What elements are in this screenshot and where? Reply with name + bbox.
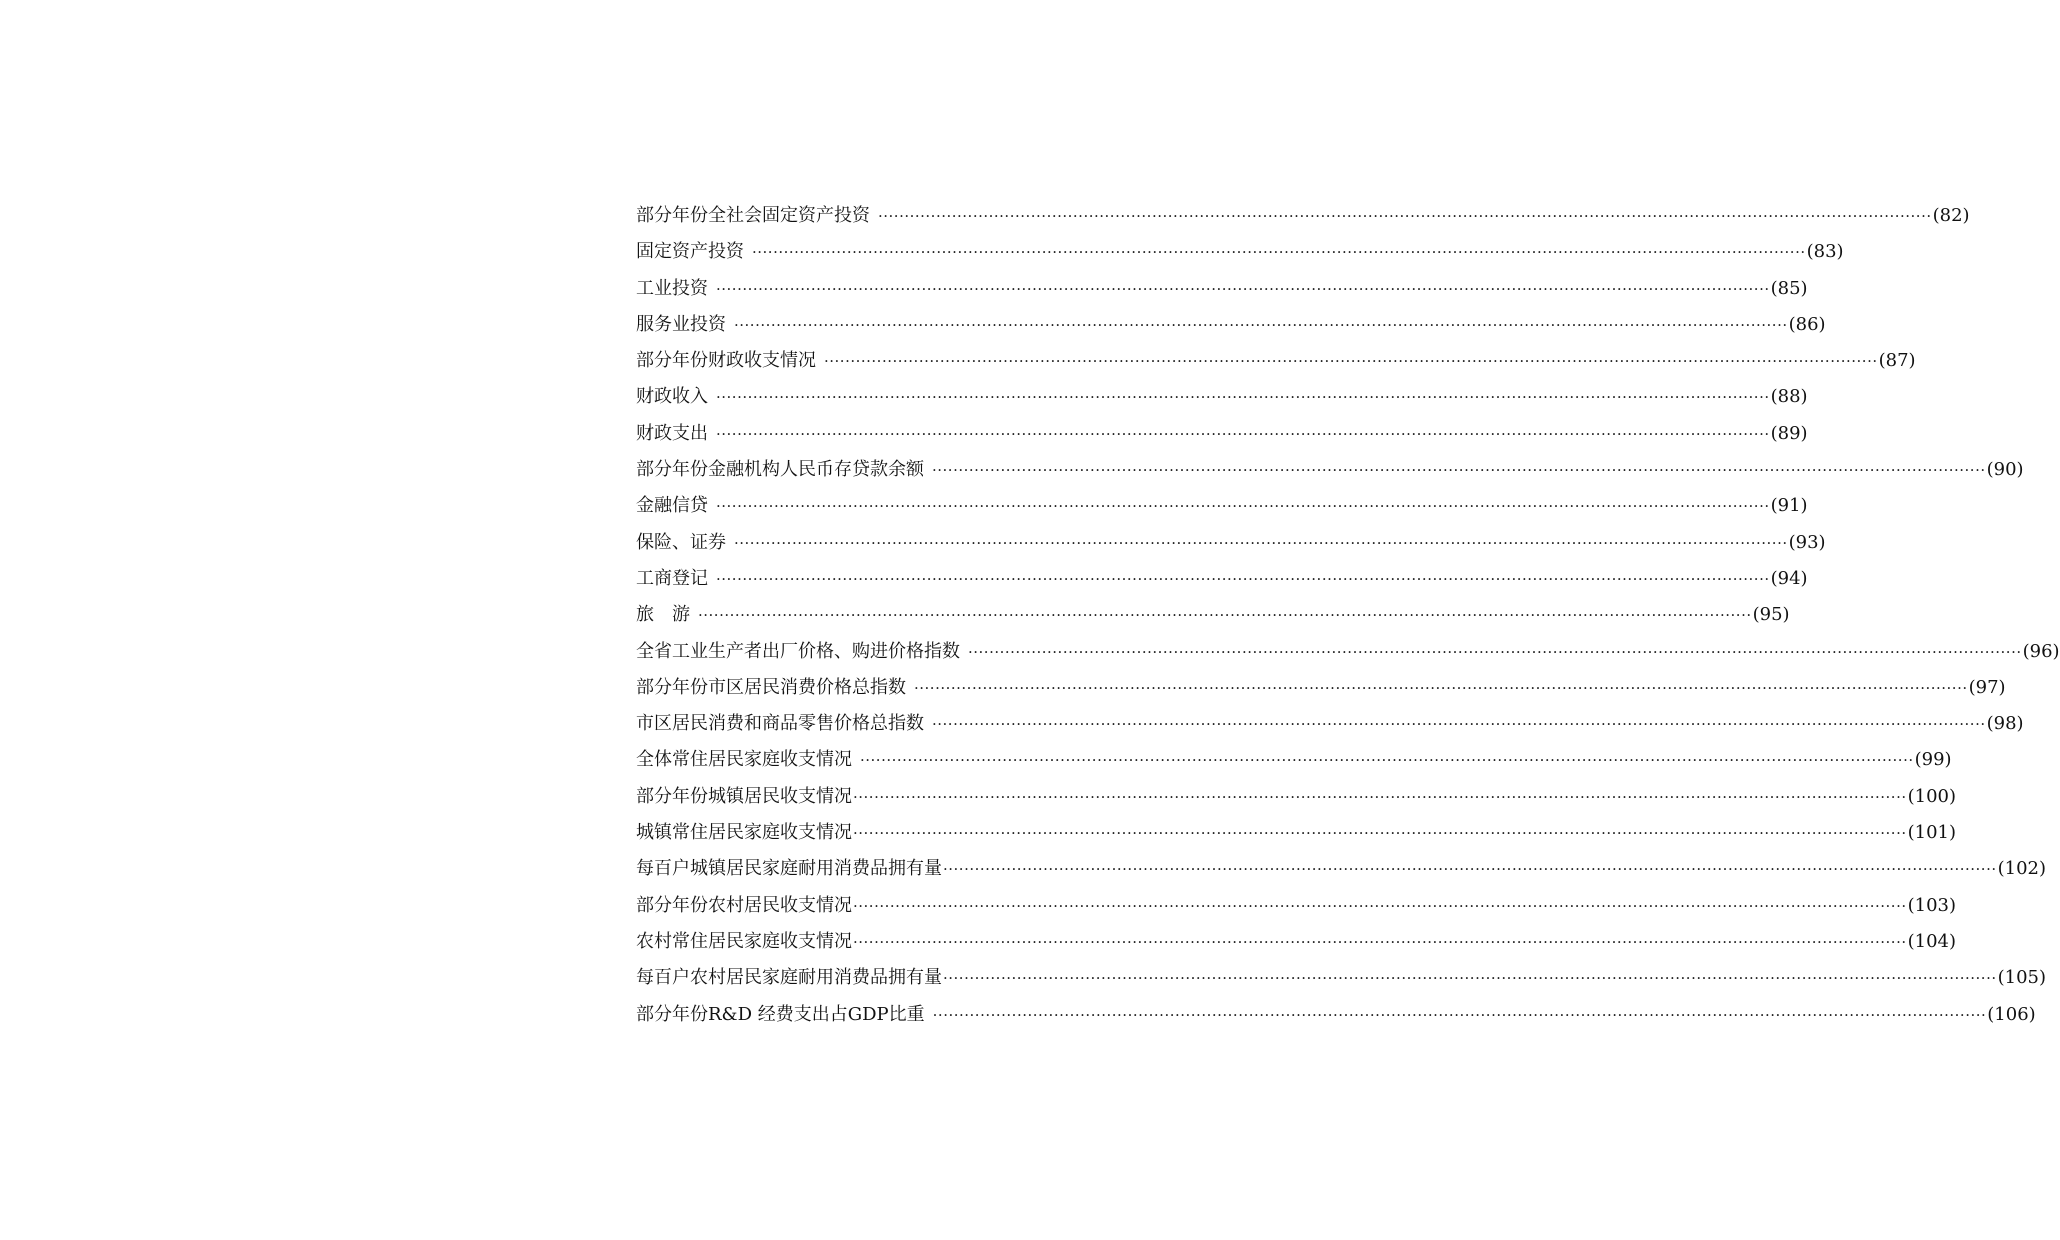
toc-entry-title: 财政支出 [636, 422, 708, 444]
toc-entry-title: 金融信贷 [636, 495, 708, 517]
toc-entry[interactable] [636, 307, 1826, 343]
toc-entry-page-number: (83) [1806, 241, 1844, 263]
toc-entry[interactable] [636, 452, 2024, 488]
toc-entry-page-number: (104) [1907, 930, 1957, 952]
toc-leader-dots: ········································································································································································································ [853, 932, 1907, 951]
toc-leader-dots: ········································································································································································································ [716, 279, 1770, 298]
toc-entry-page-number: (82) [1932, 205, 1970, 226]
toc-entry[interactable] [636, 742, 1952, 778]
toc-entry-page-number: (93) [1788, 531, 1826, 553]
toc-entry-title: 财政收入 [636, 386, 708, 408]
toc-entry-page-number: (87) [1878, 350, 1916, 372]
toc-entry-title: 部分年份金融机构人民币存贷款余额 [636, 459, 924, 481]
toc-leader-dots: ········································································································································································································ [943, 969, 1997, 988]
toc-leader-dots: ········································································································································································································ [698, 606, 1752, 625]
toc-entry-title: 部分年份R&D 经费支出占GDP比重 [636, 1003, 925, 1025]
toc-leader-dots: ········································································································································································································ [932, 461, 1986, 480]
toc-entry-page-number: (90) [1986, 459, 2024, 481]
toc-entry[interactable] [636, 198, 1970, 234]
toc-leader-dots: ········································································································································································································ [943, 860, 1997, 879]
toc-entry-title: 部分年份全社会固定资产投资 [636, 205, 870, 226]
toc-entry-page-number: (86) [1788, 313, 1826, 335]
toc-entry-title: 每百户农村居民家庭耐用消费品拥有量 [636, 967, 942, 989]
toc-entry[interactable] [636, 634, 2060, 670]
toc-entry-page-number: (101) [1907, 822, 1957, 844]
toc-entry[interactable] [636, 815, 1957, 851]
toc-entry[interactable] [636, 670, 2006, 706]
toc-entry-title: 部分年份财政收支情况 [636, 350, 816, 372]
toc-entry[interactable] [636, 960, 2047, 996]
toc-entry[interactable] [636, 561, 1808, 597]
toc-leader-dots: ········································································································································································································ [968, 642, 2022, 661]
toc-leader-dots: ········································································································································································································ [914, 678, 1968, 697]
toc-entry[interactable] [636, 488, 1808, 524]
toc-leader-dots: ········································································································································································································ [716, 497, 1770, 516]
toc-entry[interactable] [636, 234, 1844, 270]
toc-entry[interactable] [636, 416, 1808, 452]
toc-leader-dots: ········································································································································································································ [853, 824, 1907, 843]
toc-leader-dots: ········································································································································································································ [932, 715, 1986, 734]
toc-leader-dots: ········································································································································································································ [716, 424, 1770, 443]
toc-entry[interactable] [636, 597, 1790, 633]
toc-entry-title: 全省工业生产者出厂价格、购进价格指数 [636, 640, 960, 662]
toc-entry[interactable] [636, 706, 2024, 742]
toc-entry-title: 部分年份农村居民收支情况 [636, 894, 852, 916]
toc-entry-page-number: (94) [1770, 567, 1808, 589]
toc-entry[interactable] [636, 525, 1826, 561]
toc-entry-page-number: (96) [2022, 640, 2060, 662]
toc-leader-dots: ········································································································································································································ [878, 207, 1932, 225]
toc-entry-title: 服务业投资 [636, 313, 726, 335]
toc-entry-title: 固定资产投资 [636, 241, 744, 263]
toc-leader-dots: ········································································································································································································ [860, 751, 1914, 770]
toc-entry[interactable] [636, 851, 2047, 887]
toc-entry-title: 工商登记 [636, 567, 708, 589]
toc-entry-page-number: (106) [1987, 1003, 2036, 1025]
toc-entry-page-number: (95) [1752, 604, 1790, 626]
toc-entry[interactable] [636, 924, 1957, 960]
toc-entry[interactable] [636, 379, 1808, 415]
toc-entry-title: 每百户城镇居民家庭耐用消费品拥有量 [636, 858, 942, 880]
toc-entry-page-number: (103) [1907, 894, 1957, 916]
toc-leader-dots: ········································································································································································································ [853, 896, 1907, 915]
toc-leader-dots: ········································································································································································································ [716, 388, 1770, 407]
toc-entry-page-number: (99) [1914, 749, 1952, 771]
toc-entry-page-number: (98) [1986, 713, 2024, 735]
toc-entry-title: 全体常住居民家庭收支情况 [636, 749, 852, 771]
toc-entry-title: 部分年份市区居民消费价格总指数 [636, 676, 906, 698]
toc-leader-dots: ········································································································································································································ [752, 243, 1806, 262]
toc-entry-page-number: (85) [1770, 277, 1808, 299]
toc-entry-title: 保险、证券 [636, 531, 726, 553]
toc-entry-page-number: (97) [1968, 676, 2006, 698]
toc-entry-page-number: (100) [1907, 785, 1957, 807]
toc-entry[interactable] [636, 343, 1916, 379]
toc-entry-title: 工业投资 [636, 277, 708, 299]
toc-entry-page-number: (91) [1770, 495, 1808, 517]
table-of-contents [636, 198, 2060, 1033]
toc-entry[interactable] [636, 997, 2036, 1033]
toc-entry-title: 旅 游 [636, 604, 690, 626]
toc-entry[interactable] [636, 888, 1957, 924]
toc-entry[interactable] [636, 779, 1957, 815]
toc-leader-dots: ········································································································································································································ [824, 352, 1878, 371]
toc-entry-title: 城镇常住居民家庭收支情况 [636, 822, 852, 844]
toc-leader-dots: ········································································································································································································ [932, 1005, 1987, 1024]
toc-entry-page-number: (88) [1770, 386, 1808, 408]
toc-leader-dots: ········································································································································································································ [853, 787, 1907, 806]
toc-entry-page-number: (105) [1997, 967, 2047, 989]
toc-entry-page-number: (89) [1770, 422, 1808, 444]
toc-entry[interactable] [636, 271, 1808, 307]
toc-leader-dots: ········································································································································································································ [734, 315, 1788, 334]
toc-entry-title: 部分年份城镇居民收支情况 [636, 785, 852, 807]
toc-leader-dots: ········································································································································································································ [734, 533, 1788, 552]
toc-leader-dots: ········································································································································································································ [716, 569, 1770, 588]
toc-entry-page-number: (102) [1997, 858, 2047, 880]
toc-entry-title: 农村常住居民家庭收支情况 [636, 930, 852, 952]
toc-entry-title: 市区居民消费和商品零售价格总指数 [636, 713, 924, 735]
